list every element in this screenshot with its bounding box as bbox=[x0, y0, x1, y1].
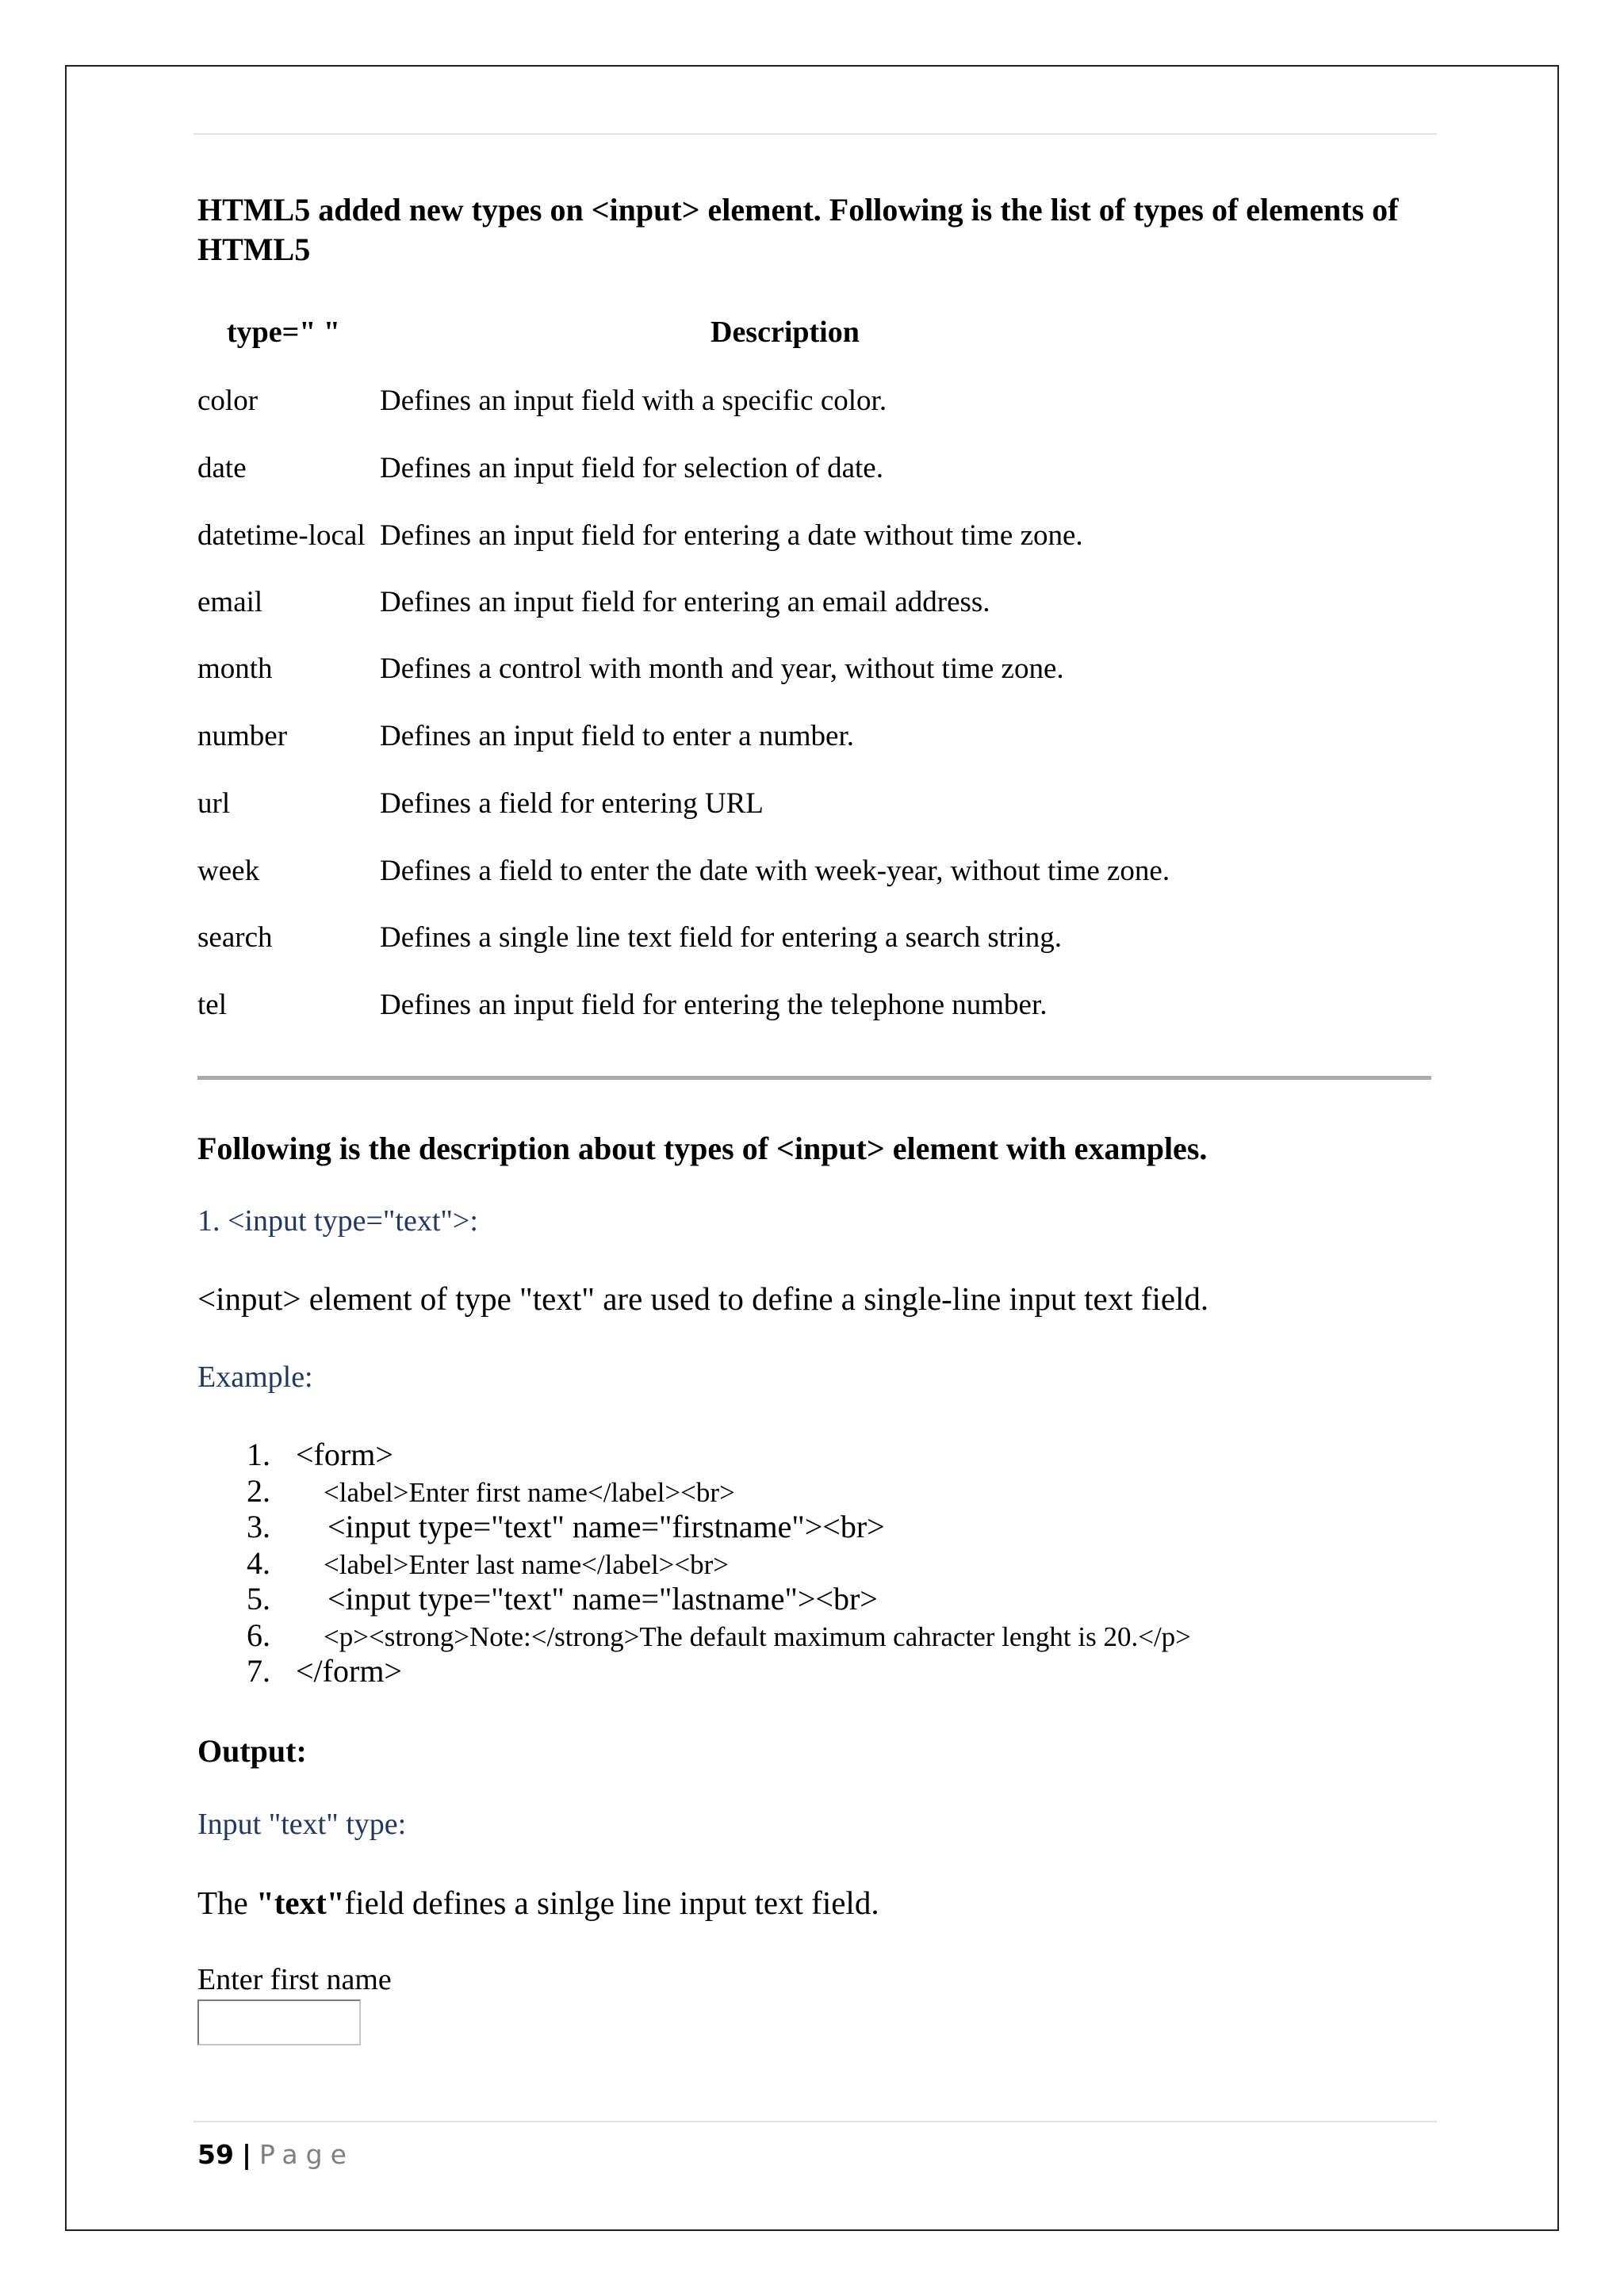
code-line bbox=[247, 1618, 1191, 1655]
code-line-number: 2. bbox=[247, 1473, 270, 1509]
code-line-number: 3. bbox=[247, 1509, 270, 1544]
table-cell-description: Defines an input field for selection of date. bbox=[380, 452, 883, 484]
intro-heading: HTML5 added new types on <input> element. Following is the list of types of elements of HTML5 bbox=[197, 192, 1399, 267]
table-header-type: type=" " bbox=[227, 316, 341, 349]
subsection-title: 1. <input type="text">: bbox=[197, 1204, 478, 1238]
table-cell-type: search bbox=[197, 921, 273, 954]
table-cell-type: number bbox=[197, 720, 288, 752]
code-line-number: 7. bbox=[247, 1653, 270, 1689]
output-subtitle: Input "text" type: bbox=[197, 1808, 407, 1841]
table-cell-description: Defines an input field for entering a date without time zone. bbox=[380, 519, 1083, 552]
code-line-number: 4. bbox=[247, 1545, 270, 1581]
example-label: Example: bbox=[197, 1360, 313, 1394]
section-heading: Following is the description about types of <input> element with examples. bbox=[197, 1131, 1208, 1166]
code-line-text: <input type="text" name="lastname"><br> bbox=[296, 1581, 878, 1617]
header-rule bbox=[193, 133, 1437, 135]
code-line-number: 1. bbox=[247, 1437, 270, 1472]
code-line bbox=[247, 1510, 885, 1544]
code-line bbox=[247, 1474, 735, 1510]
code-line-text: </form> bbox=[296, 1653, 402, 1689]
output-description-bold: "text" bbox=[256, 1885, 345, 1921]
table-header-description: Description bbox=[710, 316, 860, 349]
first-name-input[interactable] bbox=[197, 1999, 361, 2045]
table-cell-type: week bbox=[197, 855, 260, 887]
output-description-suffix: field defines a sinlge line input text field. bbox=[344, 1885, 879, 1921]
first-name-label: Enter first name bbox=[197, 1963, 392, 1996]
code-line bbox=[247, 1546, 729, 1582]
table-cell-description: Defines an input field to enter a number. bbox=[380, 720, 854, 752]
table-cell-description: Defines a single line text field for entering a search string. bbox=[380, 921, 1062, 954]
page-number: 59 bbox=[197, 2139, 234, 2170]
page-label: Page bbox=[259, 2139, 354, 2170]
table-cell-type: tel bbox=[197, 989, 227, 1021]
intro-paragraph: <input> element of type "text" are used to define a single-line input text field. bbox=[197, 1280, 1209, 1317]
footer-separator: | bbox=[241, 2139, 251, 2170]
table-cell-description: Defines a field to enter the date with week-year, without time zone. bbox=[380, 855, 1170, 887]
table-cell-type: month bbox=[197, 652, 273, 685]
table-cell-description: Defines a control with month and year, without time zone. bbox=[380, 652, 1064, 685]
table-cell-description: Defines a field for entering URL bbox=[380, 787, 764, 820]
table-cell-type: color bbox=[197, 385, 259, 417]
code-line bbox=[247, 1582, 878, 1617]
code-line-text: <label>Enter last name</label><br> bbox=[296, 1549, 730, 1580]
output-description-prefix: The bbox=[197, 1885, 256, 1921]
table-cell-type: date bbox=[197, 452, 247, 484]
table-cell-type: url bbox=[197, 787, 231, 820]
code-line-text: <label>Enter first name</label><br> bbox=[296, 1477, 735, 1508]
code-line-text: <form> bbox=[296, 1437, 393, 1472]
table-cell-type: email bbox=[197, 586, 263, 618]
section-divider bbox=[197, 1076, 1431, 1080]
table-cell-description: Defines an input field for entering an email address. bbox=[380, 586, 990, 618]
code-line bbox=[247, 1654, 402, 1689]
code-line-text: <p><strong>Note:</strong>The default maximum cahracter lenght is 20.</p> bbox=[296, 1621, 1191, 1652]
code-line-text: <input type="text" name="firstname"><br> bbox=[296, 1509, 885, 1544]
code-line-number: 5. bbox=[247, 1581, 270, 1617]
code-line bbox=[247, 1437, 393, 1472]
output-label: Output: bbox=[197, 1733, 307, 1769]
output-description bbox=[197, 1883, 879, 1923]
code-line-number: 6. bbox=[247, 1617, 270, 1653]
footer-rule bbox=[193, 2121, 1437, 2122]
page-footer bbox=[197, 2137, 354, 2172]
table-cell-type: datetime-local bbox=[197, 519, 366, 552]
table-cell-description: Defines an input field for entering the telephone number. bbox=[380, 989, 1048, 1021]
table-cell-description: Defines an input field with a specific color. bbox=[380, 385, 887, 417]
